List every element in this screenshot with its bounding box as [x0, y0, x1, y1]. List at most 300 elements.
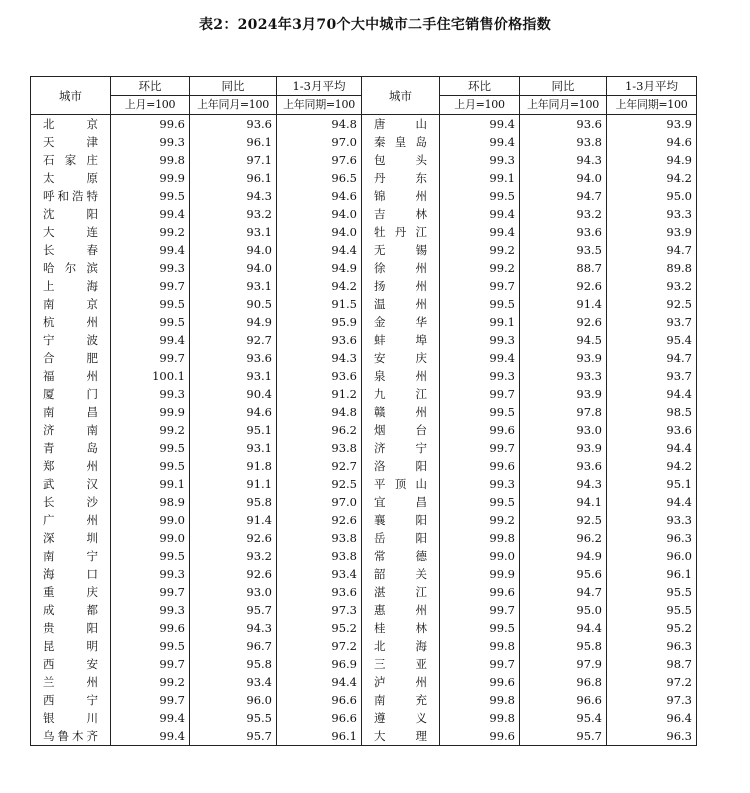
header-avg-base-left: 上年同期=100: [277, 96, 362, 115]
table-row: [31, 601, 697, 619]
mom-value-left: 99.7: [111, 583, 190, 601]
city-name-right: 无锡: [362, 241, 440, 259]
city-name-left: 深圳: [31, 529, 111, 547]
yoy-value-right: 95.6: [520, 565, 607, 583]
mom-value-left: 99.4: [111, 241, 190, 259]
yoy-value-left: 92.6: [190, 529, 277, 547]
header-city-right: 城市: [362, 77, 440, 115]
avg-value-right: 94.7: [607, 241, 697, 259]
avg-value-left: 94.6: [277, 187, 362, 205]
mom-value-right: 99.9: [440, 565, 520, 583]
city-name-left: 昆明: [31, 637, 111, 655]
yoy-value-right: 93.2: [520, 205, 607, 223]
city-name-right: 九江: [362, 385, 440, 403]
avg-value-left: 94.8: [277, 403, 362, 421]
avg-value-left: 95.9: [277, 313, 362, 331]
avg-value-left: 93.4: [277, 565, 362, 583]
city-name-right: 北海: [362, 637, 440, 655]
avg-value-left: 97.6: [277, 151, 362, 169]
city-name-left: 重庆: [31, 583, 111, 601]
table-row: [31, 655, 697, 673]
yoy-value-left: 96.1: [190, 133, 277, 151]
city-name-right: 宜昌: [362, 493, 440, 511]
city-name-right: 大理: [362, 727, 440, 746]
mom-value-left: 99.5: [111, 457, 190, 475]
city-name-left: 宁波: [31, 331, 111, 349]
mom-value-left: 99.7: [111, 349, 190, 367]
city-name-right: 桂林: [362, 619, 440, 637]
avg-value-right: 93.9: [607, 223, 697, 241]
yoy-value-right: 93.9: [520, 349, 607, 367]
yoy-value-left: 95.8: [190, 493, 277, 511]
yoy-value-right: 93.5: [520, 241, 607, 259]
avg-value-left: 96.1: [277, 727, 362, 746]
header-mom-right: 环比: [440, 77, 520, 96]
yoy-value-right: 96.8: [520, 673, 607, 691]
table-row: [31, 313, 697, 331]
city-name-right: 平顶山: [362, 475, 440, 493]
avg-value-right: 94.6: [607, 133, 697, 151]
table-row: [31, 421, 697, 439]
avg-value-right: 93.7: [607, 367, 697, 385]
yoy-value-left: 93.1: [190, 277, 277, 295]
yoy-value-left: 95.7: [190, 601, 277, 619]
city-name-right: 赣州: [362, 403, 440, 421]
yoy-value-left: 96.0: [190, 691, 277, 709]
avg-value-left: 94.3: [277, 349, 362, 367]
header-yoy-left: 同比: [190, 77, 277, 96]
city-name-left: 石家庄: [31, 151, 111, 169]
mom-value-right: 99.5: [440, 295, 520, 313]
avg-value-left: 94.4: [277, 673, 362, 691]
avg-value-left: 97.2: [277, 637, 362, 655]
mom-value-left: 99.5: [111, 313, 190, 331]
yoy-value-left: 94.9: [190, 313, 277, 331]
yoy-value-left: 93.6: [190, 349, 277, 367]
yoy-value-right: 93.3: [520, 367, 607, 385]
city-name-right: 济宁: [362, 439, 440, 457]
table-row: [31, 637, 697, 655]
table-row: [31, 619, 697, 637]
city-name-right: 襄阳: [362, 511, 440, 529]
city-name-left: 合肥: [31, 349, 111, 367]
yoy-value-right: 94.7: [520, 187, 607, 205]
city-name-right: 温州: [362, 295, 440, 313]
avg-value-left: 97.0: [277, 133, 362, 151]
city-name-left: 兰州: [31, 673, 111, 691]
table-row: [31, 349, 697, 367]
city-name-left: 厦门: [31, 385, 111, 403]
city-name-right: 常德: [362, 547, 440, 565]
yoy-value-right: 96.6: [520, 691, 607, 709]
city-name-left: 哈尔滨: [31, 259, 111, 277]
city-name-right: 洛阳: [362, 457, 440, 475]
mom-value-right: 99.2: [440, 259, 520, 277]
table-row: [31, 223, 697, 241]
yoy-value-left: 96.7: [190, 637, 277, 655]
mom-value-left: 99.9: [111, 403, 190, 421]
avg-value-right: 94.9: [607, 151, 697, 169]
city-name-left: 呼和浩特: [31, 187, 111, 205]
mom-value-left: 99.1: [111, 475, 190, 493]
table-row: [31, 133, 697, 151]
mom-value-right: 99.8: [440, 709, 520, 727]
mom-value-right: 99.7: [440, 655, 520, 673]
table-body: [31, 115, 697, 746]
table-row: [31, 115, 697, 134]
mom-value-right: 99.7: [440, 439, 520, 457]
avg-value-right: 94.4: [607, 439, 697, 457]
city-name-right: 锦州: [362, 187, 440, 205]
yoy-value-left: 94.0: [190, 259, 277, 277]
avg-value-right: 93.3: [607, 205, 697, 223]
avg-value-right: 94.4: [607, 493, 697, 511]
avg-value-left: 96.6: [277, 691, 362, 709]
page-title: 表2：2024年3月70个大中城市二手住宅销售价格指数: [198, 17, 552, 33]
yoy-value-right: 94.7: [520, 583, 607, 601]
yoy-value-left: 93.1: [190, 223, 277, 241]
city-name-left: 郑州: [31, 457, 111, 475]
yoy-value-left: 91.8: [190, 457, 277, 475]
avg-value-right: 95.5: [607, 601, 697, 619]
city-name-right: 徐州: [362, 259, 440, 277]
avg-value-left: 92.6: [277, 511, 362, 529]
avg-value-right: 96.3: [607, 727, 697, 746]
avg-value-right: 95.2: [607, 619, 697, 637]
mom-value-right: 99.4: [440, 133, 520, 151]
mom-value-right: 99.6: [440, 457, 520, 475]
city-name-left: 上海: [31, 277, 111, 295]
city-name-left: 大连: [31, 223, 111, 241]
avg-value-left: 94.0: [277, 223, 362, 241]
yoy-value-left: 93.0: [190, 583, 277, 601]
city-name-right: 包头: [362, 151, 440, 169]
mom-value-right: 99.5: [440, 493, 520, 511]
mom-value-right: 99.6: [440, 673, 520, 691]
yoy-value-left: 93.1: [190, 439, 277, 457]
city-name-left: 青岛: [31, 439, 111, 457]
mom-value-left: 99.3: [111, 133, 190, 151]
avg-value-right: 98.5: [607, 403, 697, 421]
mom-value-right: 99.2: [440, 511, 520, 529]
yoy-value-left: 96.1: [190, 169, 277, 187]
table-row: [31, 475, 697, 493]
avg-value-left: 96.5: [277, 169, 362, 187]
avg-value-right: 98.7: [607, 655, 697, 673]
mom-value-left: 99.4: [111, 709, 190, 727]
mom-value-left: 99.0: [111, 529, 190, 547]
mom-value-left: 99.3: [111, 565, 190, 583]
mom-value-left: 99.6: [111, 115, 190, 134]
header-avg-left: 1-3月平均: [277, 77, 362, 96]
yoy-value-left: 90.5: [190, 295, 277, 313]
city-name-left: 武汉: [31, 475, 111, 493]
mom-value-left: 98.9: [111, 493, 190, 511]
avg-value-left: 93.6: [277, 331, 362, 349]
avg-value-right: 94.7: [607, 349, 697, 367]
avg-value-right: 95.0: [607, 187, 697, 205]
mom-value-right: 99.7: [440, 385, 520, 403]
city-name-left: 沈阳: [31, 205, 111, 223]
mom-value-right: 99.4: [440, 349, 520, 367]
city-name-left: 杭州: [31, 313, 111, 331]
yoy-value-right: 88.7: [520, 259, 607, 277]
mom-value-right: 99.2: [440, 241, 520, 259]
mom-value-left: 99.7: [111, 691, 190, 709]
avg-value-left: 92.7: [277, 457, 362, 475]
mom-value-left: 99.4: [111, 727, 190, 746]
avg-value-left: 97.0: [277, 493, 362, 511]
table-row: [31, 457, 697, 475]
city-name-right: 蚌埠: [362, 331, 440, 349]
mom-value-left: 99.6: [111, 619, 190, 637]
yoy-value-right: 93.6: [520, 223, 607, 241]
yoy-value-left: 95.8: [190, 655, 277, 673]
table-row: [31, 187, 697, 205]
city-name-right: 泸州: [362, 673, 440, 691]
header-yoy-right: 同比: [520, 77, 607, 96]
yoy-value-right: 94.0: [520, 169, 607, 187]
city-name-left: 西宁: [31, 691, 111, 709]
yoy-value-right: 93.6: [520, 115, 607, 134]
city-name-right: 牡丹江: [362, 223, 440, 241]
mom-value-left: 99.5: [111, 187, 190, 205]
avg-value-right: 93.6: [607, 421, 697, 439]
yoy-value-left: 92.7: [190, 331, 277, 349]
yoy-value-left: 93.6: [190, 115, 277, 134]
header-avg-base-right: 上年同期=100: [607, 96, 697, 115]
city-name-left: 贵阳: [31, 619, 111, 637]
city-name-left: 西安: [31, 655, 111, 673]
city-name-right: 秦皇岛: [362, 133, 440, 151]
mom-value-right: 99.3: [440, 367, 520, 385]
avg-value-left: 94.9: [277, 259, 362, 277]
yoy-value-left: 93.1: [190, 367, 277, 385]
table-row: [31, 277, 697, 295]
table-row: [31, 259, 697, 277]
avg-value-left: 92.5: [277, 475, 362, 493]
avg-value-right: 89.8: [607, 259, 697, 277]
city-name-left: 长春: [31, 241, 111, 259]
avg-value-right: 96.0: [607, 547, 697, 565]
avg-value-left: 93.8: [277, 547, 362, 565]
yoy-value-left: 92.6: [190, 565, 277, 583]
mom-value-left: 99.5: [111, 637, 190, 655]
mom-value-right: 99.1: [440, 313, 520, 331]
city-name-right: 遵义: [362, 709, 440, 727]
city-name-right: 安庆: [362, 349, 440, 367]
city-name-right: 唐山: [362, 115, 440, 134]
yoy-value-left: 91.4: [190, 511, 277, 529]
yoy-value-left: 93.2: [190, 205, 277, 223]
yoy-value-left: 93.4: [190, 673, 277, 691]
avg-value-left: 94.0: [277, 205, 362, 223]
yoy-value-right: 93.8: [520, 133, 607, 151]
city-name-left: 太原: [31, 169, 111, 187]
yoy-value-right: 93.6: [520, 457, 607, 475]
yoy-value-right: 92.5: [520, 511, 607, 529]
mom-value-right: 99.4: [440, 223, 520, 241]
table-row: [31, 403, 697, 421]
avg-value-left: 91.2: [277, 385, 362, 403]
city-name-left: 南宁: [31, 547, 111, 565]
avg-value-left: 94.8: [277, 115, 362, 134]
avg-value-right: 94.4: [607, 385, 697, 403]
city-name-right: 金华: [362, 313, 440, 331]
yoy-value-left: 97.1: [190, 151, 277, 169]
table-row: [31, 529, 697, 547]
city-name-right: 惠州: [362, 601, 440, 619]
header-yoy-base-right: 上年同月=100: [520, 96, 607, 115]
yoy-value-left: 94.6: [190, 403, 277, 421]
mom-value-left: 99.3: [111, 259, 190, 277]
avg-value-left: 91.5: [277, 295, 362, 313]
yoy-value-left: 94.3: [190, 187, 277, 205]
yoy-value-right: 94.1: [520, 493, 607, 511]
table-row: [31, 673, 697, 691]
city-name-right: 泉州: [362, 367, 440, 385]
mom-value-left: 99.3: [111, 601, 190, 619]
city-name-left: 南京: [31, 295, 111, 313]
mom-value-right: 99.6: [440, 583, 520, 601]
mom-value-left: 100.1: [111, 367, 190, 385]
yoy-value-right: 97.8: [520, 403, 607, 421]
avg-value-right: 93.7: [607, 313, 697, 331]
mom-value-right: 99.8: [440, 529, 520, 547]
table-row: [31, 691, 697, 709]
city-name-left: 济南: [31, 421, 111, 439]
mom-value-left: 99.5: [111, 547, 190, 565]
avg-value-left: 94.4: [277, 241, 362, 259]
avg-value-right: 96.4: [607, 709, 697, 727]
yoy-value-right: 94.3: [520, 151, 607, 169]
mom-value-right: 99.3: [440, 475, 520, 493]
avg-value-right: 93.9: [607, 115, 697, 134]
table-row: [31, 493, 697, 511]
avg-value-right: 97.2: [607, 673, 697, 691]
avg-value-right: 94.2: [607, 169, 697, 187]
mom-value-right: 99.7: [440, 277, 520, 295]
city-name-left: 海口: [31, 565, 111, 583]
yoy-value-right: 97.9: [520, 655, 607, 673]
mom-value-left: 99.3: [111, 385, 190, 403]
city-name-right: 湛江: [362, 583, 440, 601]
avg-value-left: 95.2: [277, 619, 362, 637]
table-row: [31, 241, 697, 259]
mom-value-right: 99.1: [440, 169, 520, 187]
mom-value-left: 99.4: [111, 205, 190, 223]
city-name-left: 天津: [31, 133, 111, 151]
city-name-right: 韶关: [362, 565, 440, 583]
city-name-left: 长沙: [31, 493, 111, 511]
yoy-value-right: 95.4: [520, 709, 607, 727]
avg-value-left: 96.2: [277, 421, 362, 439]
mom-value-left: 99.2: [111, 421, 190, 439]
city-name-left: 北京: [31, 115, 111, 134]
mom-value-left: 99.8: [111, 151, 190, 169]
city-name-right: 烟台: [362, 421, 440, 439]
table-row: [31, 709, 697, 727]
city-name-right: 南充: [362, 691, 440, 709]
avg-value-right: 95.4: [607, 331, 697, 349]
city-name-left: 乌鲁木齐: [31, 727, 111, 746]
avg-value-left: 97.3: [277, 601, 362, 619]
mom-value-right: 99.3: [440, 151, 520, 169]
mom-value-left: 99.5: [111, 439, 190, 457]
avg-value-right: 97.3: [607, 691, 697, 709]
table-row: [31, 727, 697, 746]
yoy-value-right: 93.9: [520, 385, 607, 403]
mom-value-left: 99.0: [111, 511, 190, 529]
mom-value-right: 99.7: [440, 601, 520, 619]
mom-value-left: 99.9: [111, 169, 190, 187]
yoy-value-right: 91.4: [520, 295, 607, 313]
yoy-value-right: 95.7: [520, 727, 607, 746]
avg-value-left: 93.6: [277, 583, 362, 601]
header-city-left: 城市: [31, 77, 111, 115]
yoy-value-left: 95.5: [190, 709, 277, 727]
mom-value-right: 99.5: [440, 619, 520, 637]
table-row: [31, 565, 697, 583]
avg-value-left: 93.8: [277, 439, 362, 457]
yoy-value-right: 93.9: [520, 439, 607, 457]
mom-value-right: 99.0: [440, 547, 520, 565]
avg-value-right: 94.2: [607, 457, 697, 475]
avg-value-left: 93.8: [277, 529, 362, 547]
avg-value-right: 93.2: [607, 277, 697, 295]
mom-value-right: 99.5: [440, 187, 520, 205]
mom-value-left: 99.5: [111, 295, 190, 313]
mom-value-right: 99.8: [440, 691, 520, 709]
city-name-right: 三亚: [362, 655, 440, 673]
yoy-value-right: 92.6: [520, 313, 607, 331]
avg-value-left: 94.2: [277, 277, 362, 295]
mom-value-left: 99.2: [111, 673, 190, 691]
table-row: [31, 331, 697, 349]
yoy-value-right: 94.4: [520, 619, 607, 637]
avg-value-right: 96.3: [607, 637, 697, 655]
table-row: [31, 511, 697, 529]
mom-value-right: 99.6: [440, 727, 520, 746]
avg-value-left: 96.9: [277, 655, 362, 673]
yoy-value-left: 94.0: [190, 241, 277, 259]
city-name-left: 成都: [31, 601, 111, 619]
avg-value-right: 95.1: [607, 475, 697, 493]
avg-value-left: 93.6: [277, 367, 362, 385]
table-row: [31, 205, 697, 223]
table-row: [31, 439, 697, 457]
table-row: [31, 295, 697, 313]
table-row: [31, 151, 697, 169]
yoy-value-left: 91.1: [190, 475, 277, 493]
yoy-value-right: 96.2: [520, 529, 607, 547]
avg-value-right: 96.3: [607, 529, 697, 547]
table-row: [31, 385, 697, 403]
yoy-value-right: 94.5: [520, 331, 607, 349]
mom-value-right: 99.3: [440, 331, 520, 349]
header-mom-base-left: 上月=100: [111, 96, 190, 115]
city-name-left: 广州: [31, 511, 111, 529]
yoy-value-left: 95.1: [190, 421, 277, 439]
avg-value-right: 93.3: [607, 511, 697, 529]
header-mom-left: 环比: [111, 77, 190, 96]
city-name-right: 扬州: [362, 277, 440, 295]
mom-value-left: 99.7: [111, 655, 190, 673]
city-name-left: 南昌: [31, 403, 111, 421]
avg-value-right: 92.5: [607, 295, 697, 313]
mom-value-left: 99.2: [111, 223, 190, 241]
yoy-value-right: 95.0: [520, 601, 607, 619]
